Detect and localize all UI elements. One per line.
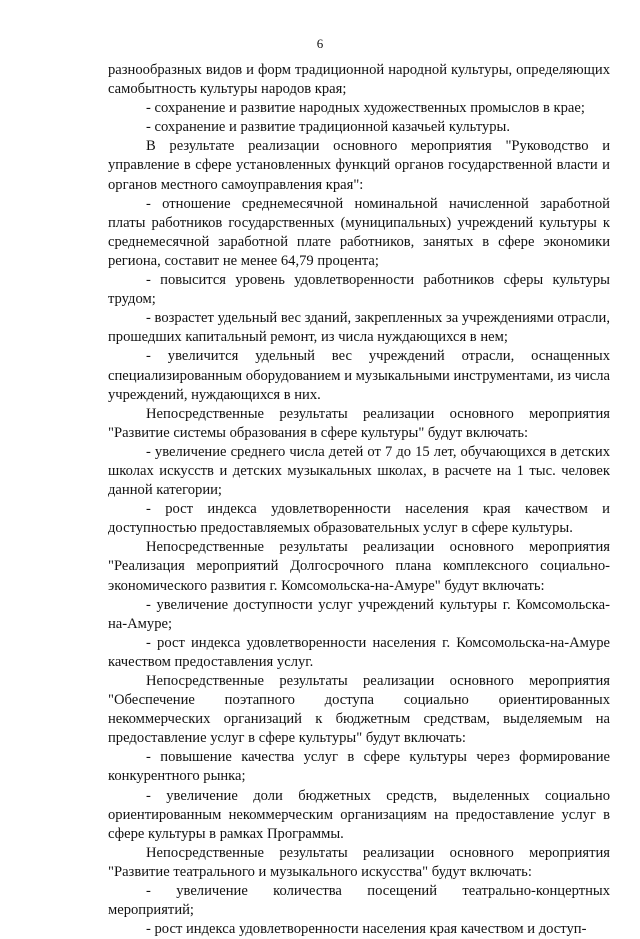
paragraph: - сохранение и развитие традиционной казачьей культуры. [146, 119, 510, 136]
paragraph: - повысится уровень удовлетворенности работников сферы культуры трудом; [108, 272, 610, 308]
paragraph: - сохранение и развитие народных художественных промыслов в крае; [146, 100, 585, 117]
paragraph: - увеличение среднего числа детей от 7 до 15 лет, обучающихся в детских школах искусств и детских музыкальных школах, в расчете на 1 тыс. человек данной категории; [108, 443, 610, 499]
paragraph: - возрастет удельный вес зданий, закрепленных за учреждениями отрасли, прошедших капитальный ремонт, из числа нуждающихся в нем; [108, 310, 610, 346]
page-number: 6 [316, 36, 324, 51]
body-text [108, 61, 610, 939]
paragraph: - повышение качества услуг в сфере культуры через формирование конкурентного рынка; [108, 749, 610, 785]
paragraph: В результате реализации основного мероприятия "Руководство и управление в сфере установленных функций органов государственной власти и органов местного самоуправления края": [108, 138, 610, 193]
paragraph: Непосредственные результаты реализации основного мероприятия "Реализация мероприятий Долгосрочного плана комплексного социально-экономического развития г. Комсомольска-на-Амуре" будут включать: [108, 539, 610, 594]
paragraph: - отношение среднемесячной номинальной начисленной заработной платы работников государственных (муниципальных) учреждений культуры к среднемесячной заработной плате работников, занятых в сфере экономики региона, составит не менее 64,79 процента; [108, 195, 610, 269]
paragraph: - рост индекса удовлетворенности населения края качеством и доступностью предоставляемых образовательных услуг в сфере культуры. [108, 501, 610, 537]
paragraph: - увеличится удельный вес учреждений отрасли, оснащенных специализированным оборудованием и музыкальными инструментами, из числа учреждений, нуждающихся в них. [108, 348, 610, 403]
paragraph: Непосредственные результаты реализации основного мероприятия "Развитие системы образования в сфере культуры" будут включать: [108, 405, 610, 441]
paragraph: - увеличение доступности услуг учреждений культуры г. Комсомольска-на-Амуре; [108, 596, 610, 632]
paragraph: Непосредственные результаты реализации основного мероприятия "Обеспечение поэтапного доступа социально ориентированных некоммерческих организаций к бюджетным средствам, выделяемым на предоставление услуг в сфере культуры" будут включать: [108, 673, 610, 747]
paragraph: - рост индекса удовлетворенности населения края качеством и доступ- [146, 921, 587, 938]
paragraph: - увеличение доли бюджетных средств, выделенных социально ориентированным некоммерческим организациям на предоставление услуг в сфере культуры в рамках Программы. [108, 787, 610, 842]
paragraph: разнообразных видов и форм традиционной народной культуры, определяющих самобытность культуры народов края; [108, 62, 610, 98]
paragraph: - рост индекса удовлетворенности населения г. Комсомольска-на-Амуре качеством предоставления услуг. [108, 634, 610, 670]
paragraph: Непосредственные результаты реализации основного мероприятия "Развитие театрального и музыкального искусства" будут включать: [108, 844, 610, 880]
paragraph: - увеличение количества посещений театрально-концертных мероприятий; [108, 883, 610, 919]
